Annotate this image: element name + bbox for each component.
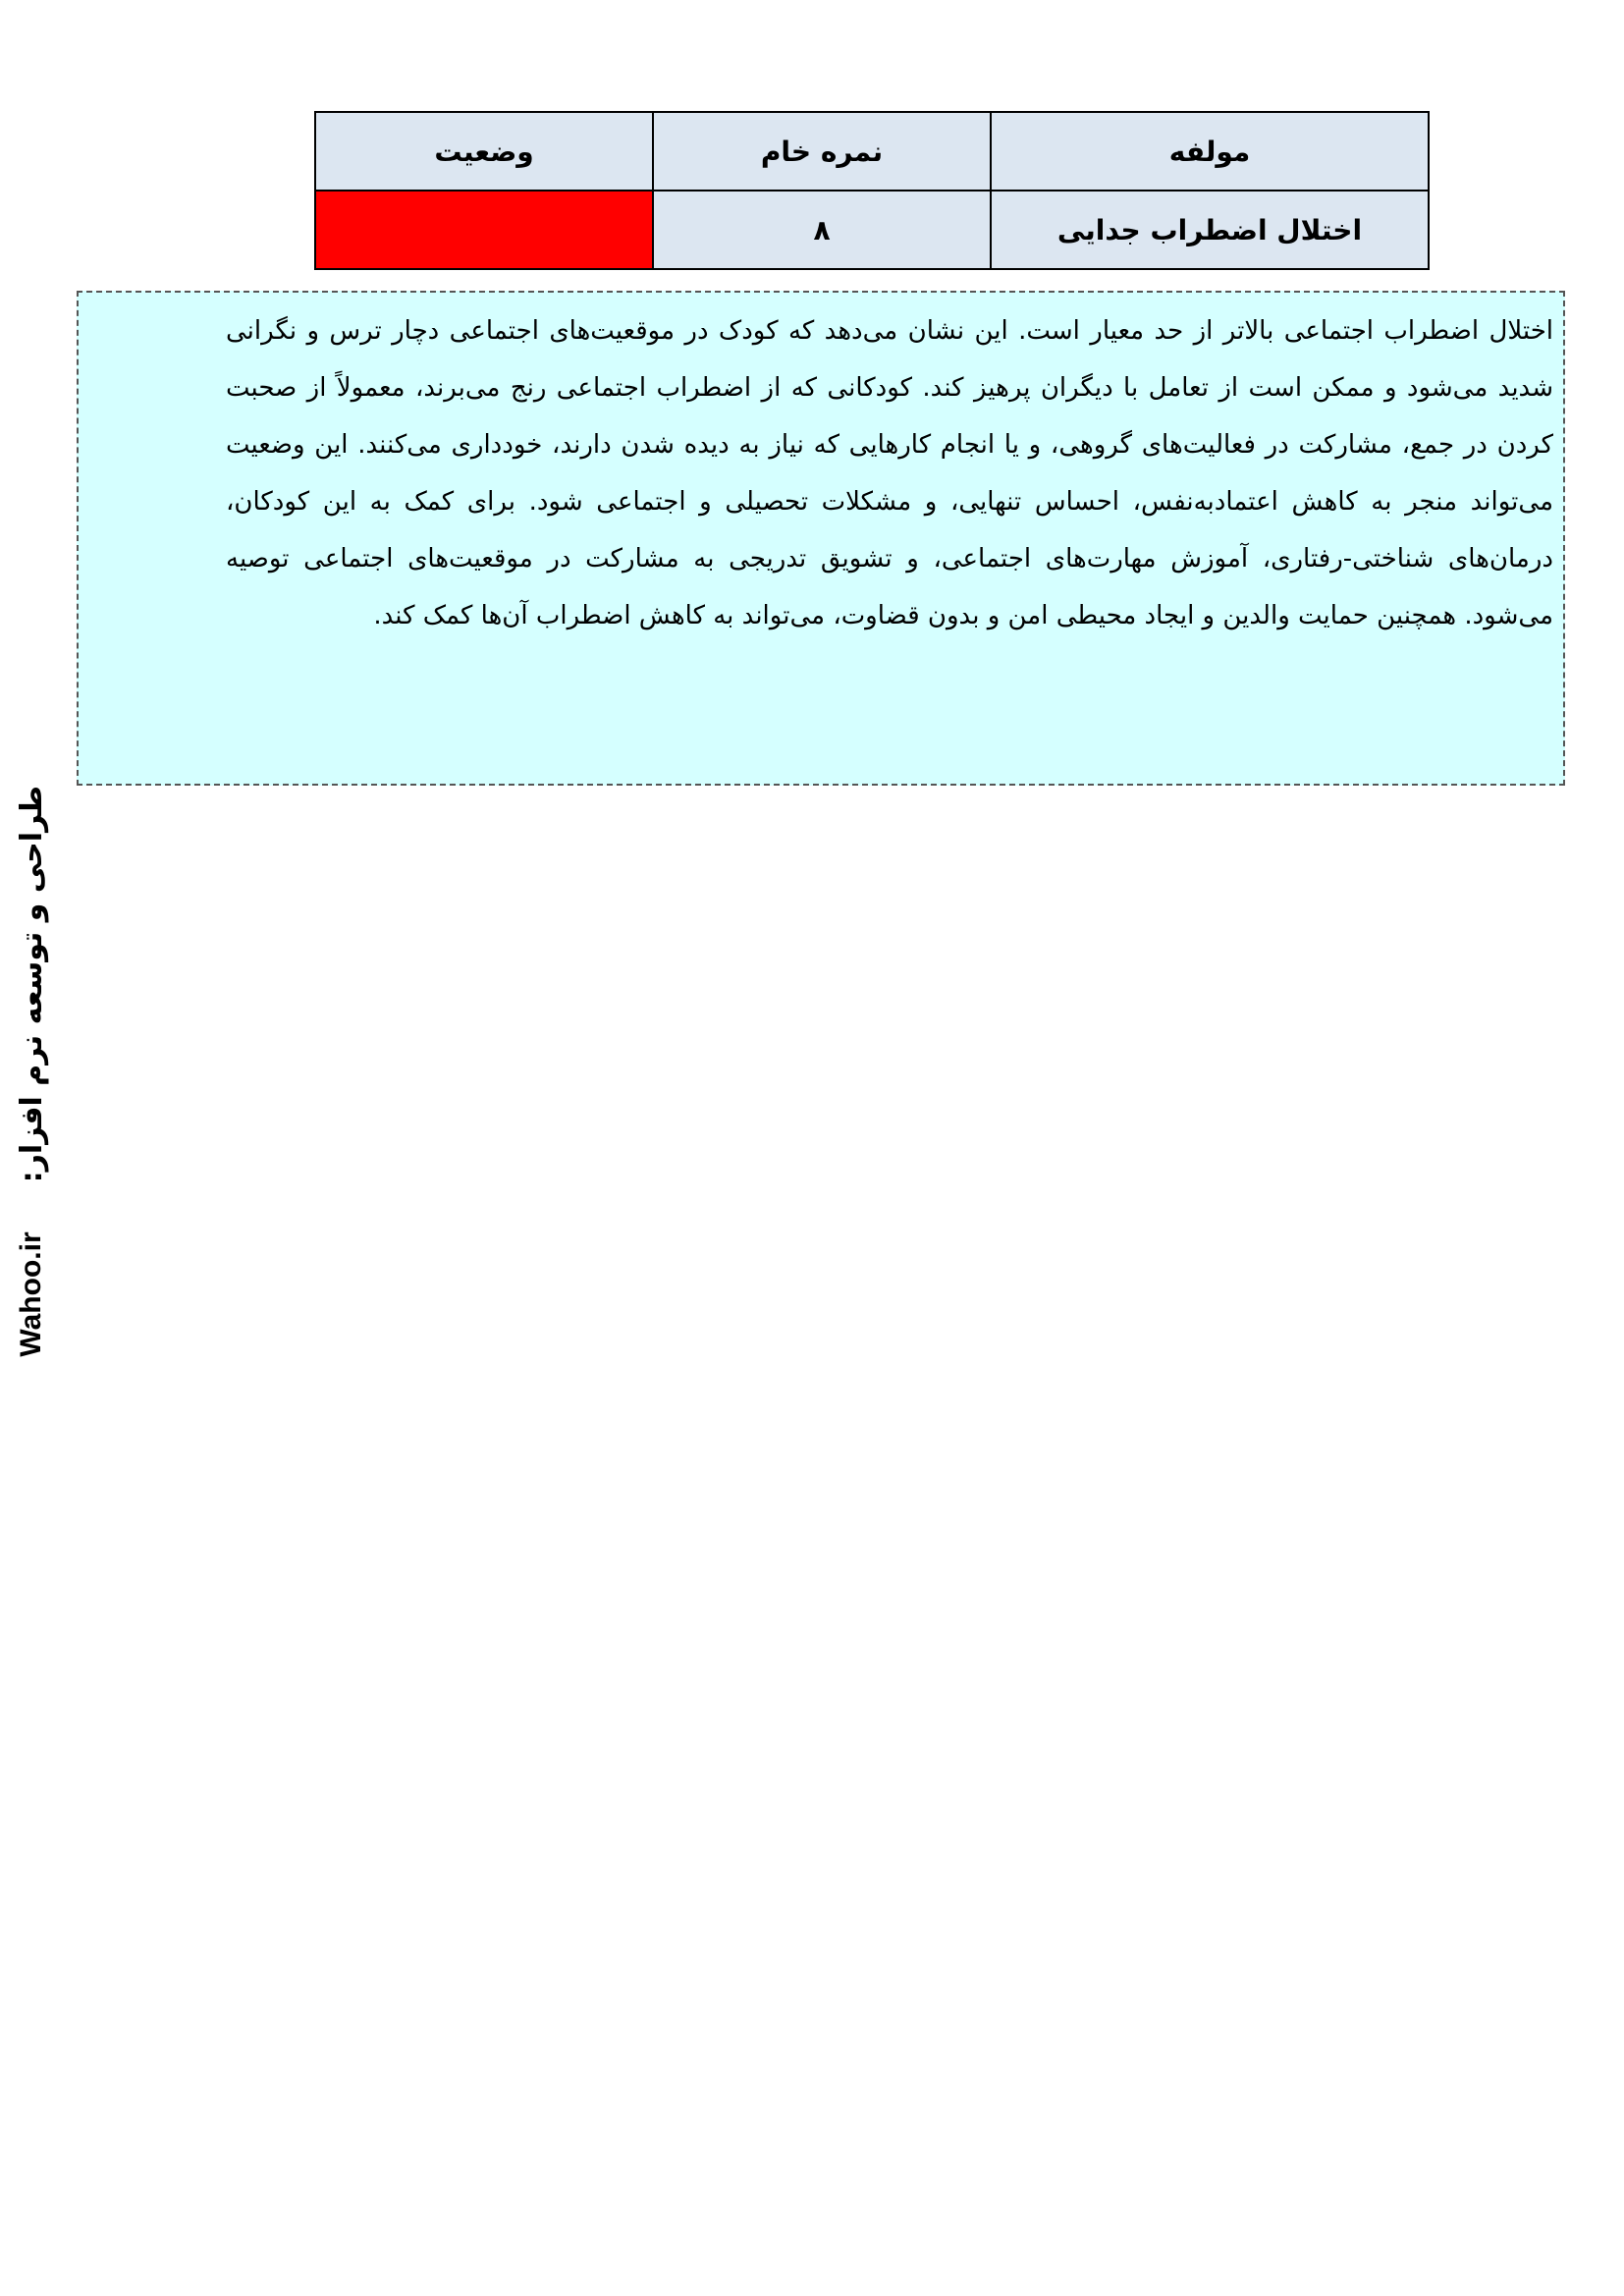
description-text: اختلال اضطراب اجتماعی بالاتر از حد معیار است. این نشان می‌دهد که کودک در موقعیت‌های اجتماعی دچار ترس و نگرانی شدید می‌شود و ممکن است از تعامل با دیگران پرهیز کند. کودکانی که از اضطراب اجتماعی رنج می‌برند، معمولاً از صحبت کردن در جمع، مشارکت در فعالیت‌های گروهی، و یا انجام کارهایی که نیاز به دیده شدن دارند، خودداری می‌کنند. این وضعیت می‌تواند منجر به کاهش اعتمادبه‌نفس، احساس تنهایی، و مشکلات تحصیلی و اجتماعی شود. برای کمک به این کودکان، درمان‌های شناختی-رفتاری، آموزش مهارت‌های اجتماعی، و تشویق تدریجی به مشارکت در موقعیت‌های اجتماعی توصیه می‌شود. همچنین حمایت والدین و ایجاد محیطی امن و بدون قضاوت، می‌تواند به کاهش اضطراب آن‌ها کمک کند. [226, 316, 1553, 630]
result-table [314, 111, 1430, 270]
table-header-row [315, 112, 1429, 191]
credit-label: طراحی و توسعه نرم افزار: [14, 786, 49, 1183]
side-credit [2, 786, 61, 1357]
table-row [315, 191, 1429, 269]
header-component: مولفه [991, 112, 1429, 191]
raw-score-cell: ۸ [653, 191, 991, 269]
component-cell: اختلال اضطراب جدایی [991, 191, 1429, 269]
credit-site-link[interactable]: Wahoo.ir [15, 1231, 47, 1357]
header-status: وضعیت [315, 112, 653, 191]
description-box [77, 291, 1565, 786]
header-raw-score: نمره خام [653, 112, 991, 191]
status-indicator-cell [315, 191, 653, 269]
